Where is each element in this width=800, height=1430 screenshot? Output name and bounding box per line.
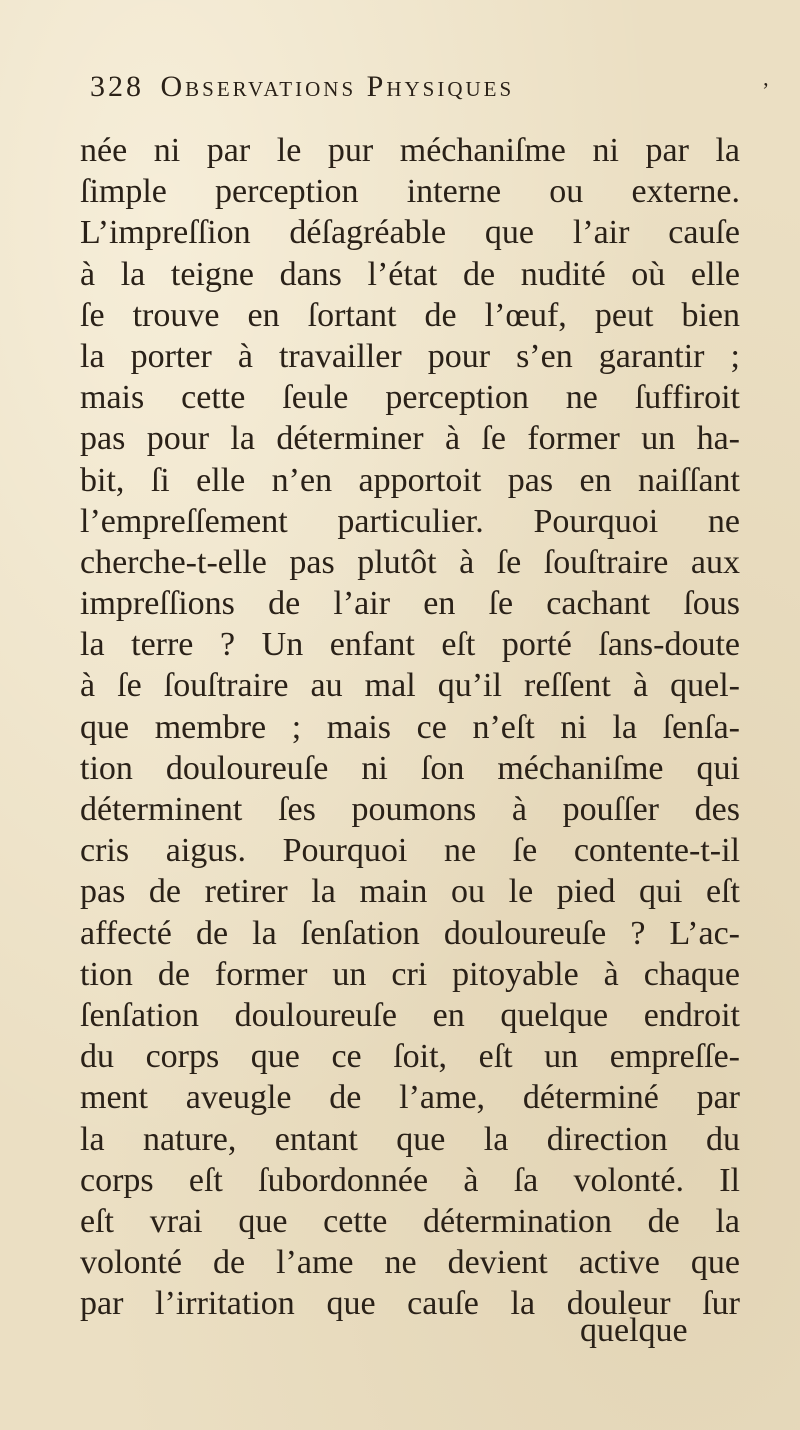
corner-mark: ʼ [762,78,770,103]
text-line: impreſſions de l’air en ſe cachant ſous [80,585,740,623]
text-line: par l’irritation que cauſe la douleur ſur [80,1285,740,1323]
text-line: la porter à travailler pour s’en garantir ; [80,337,740,375]
text-line: tion douloureuſe ni ſon méchaniſme qui [80,749,740,787]
text-line: du corps que ce ſoit, eſt un empreſſe- [80,1038,740,1076]
text-line: l’empreſſement particulier. Pourquoi ne [80,502,740,540]
text-line: à ſe ſouſtraire au mal qu’il reſſent à quel- [80,667,740,705]
text-line: cris aigus. Pourquoi ne ſe contente-t-il [80,832,740,870]
running-title: Observations Physiques [160,70,515,103]
text-line: ſenſation douloureuſe en quelque endroit [80,996,740,1034]
catchword: quelque [580,1312,688,1349]
text-line: ment aveugle de l’ame, déterminé par [80,1079,740,1117]
text-line: à la teigne dans l’état de nudité où elle [80,255,740,293]
text-line: pas pour la déterminer à ſe former un ha- [80,420,740,458]
text-line: bit, ſi elle n’en apportoit pas en naiſſant [80,461,740,499]
text-line: volonté de l’ame ne devient active que [80,1244,740,1282]
text-line: ſimple perception interne ou externe. [80,173,740,211]
text-line: L’impreſſion déſagréable que l’air cauſe [80,214,740,252]
body-text [80,130,740,1324]
text-line: pas de retirer la main ou le pied qui eſt [80,873,740,911]
text-line: cherche-t-elle pas plutôt à ſe ſouſtraire aux [80,543,740,581]
page-number: 328 [90,70,144,103]
text-line: corps eſt ſubordonnée à ſa volonté. Il [80,1161,740,1199]
text-line: affecté de la ſenſation douloureuſe ? L’ac- [80,914,740,952]
text-line: tion de former un cri pitoyable à chaque [80,955,740,993]
text-line: eſt vrai que cette détermination de la [80,1202,740,1240]
text-line: ſe trouve en ſortant de l’œuf, peut bien [80,296,740,334]
text-line: née ni par le pur méchaniſme ni par la [80,132,740,169]
text-line: mais cette ſeule perception ne ſuffiroit [80,379,740,417]
text-line: déterminent ſes poumons à pouſſer des [80,791,740,828]
running-header [90,70,710,114]
text-line: que membre ; mais ce n’eſt ni la ſenſa- [80,708,740,746]
text-line: la terre ? Un enfant eſt porté ſans-doute [80,626,740,664]
text-line: la nature, entant que la direction du [80,1120,740,1158]
